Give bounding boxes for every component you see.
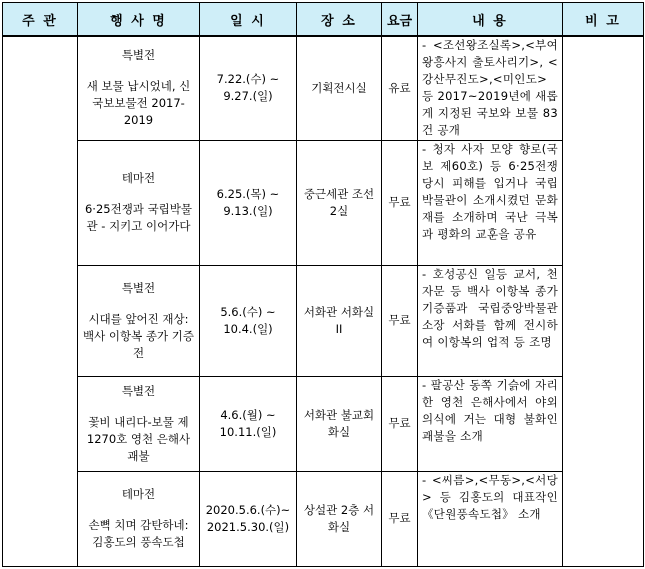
table-row (3, 140, 644, 265)
fee-cell: 무료 (382, 140, 418, 265)
event-name-cell (78, 140, 200, 265)
date-end: 2021.5.30.(일) (206, 519, 290, 534)
table-row (3, 265, 644, 376)
header-organizer: 주 관 (3, 3, 78, 37)
date-start: 6.25.(목) ~ (216, 186, 280, 201)
date-end: 9.13.(일) (223, 203, 273, 218)
event-category: 특별전 (121, 383, 156, 398)
fee-cell: 무료 (382, 265, 418, 376)
event-name-cell (78, 376, 200, 471)
fee-cell: 무료 (382, 471, 418, 566)
header-note: 비 고 (563, 3, 644, 37)
event-category: 특별전 (121, 48, 156, 63)
header-place: 장 소 (297, 3, 382, 37)
place-cell: 중근세관 조선 2실 (297, 140, 382, 265)
content-cell: - 청자 사자 모양 향로(국보 제60호) 등 6·25전쟁 당시 피해를 입거나 국립박물관이 소개시켰던 문화재를 소개하며 국난 극복과 평화의 교훈을 공유 (418, 140, 563, 265)
organizer-cell (3, 36, 78, 566)
date-cell (200, 376, 297, 471)
place-cell: 서화관 서화실 II (297, 265, 382, 376)
place-cell: 서화관 불교회화실 (297, 376, 382, 471)
date-start: 2020.5.6.(수)~ (205, 502, 291, 517)
event-name-cell (78, 36, 200, 140)
table-row (3, 36, 644, 140)
event-title: 시대를 앞어진 재상: 백사 이항복 종가 기증전 (83, 311, 194, 360)
date-start: 5.6.(수) ~ (220, 304, 276, 319)
table-row (3, 471, 644, 566)
event-title: 손뼉 치며 감탄하네: 김홍도의 풍속도첩 (88, 518, 189, 549)
date-start: 7.22.(수) ~ (216, 72, 280, 87)
date-cell (200, 36, 297, 140)
header-date: 일 시 (200, 3, 297, 37)
event-category: 테마전 (121, 171, 156, 185)
place-cell: 상설관 2층 서화실 (297, 471, 382, 566)
event-category: 테마전 (121, 487, 156, 501)
header-fee: 요금 (382, 3, 418, 37)
event-category: 특별전 (121, 280, 156, 295)
date-cell (200, 471, 297, 566)
content-cell: - <씨름>,<무동>,<서당> 등 김홍도의 대표작인 《단원풍속도첩》 소개 (418, 471, 563, 566)
fee-cell: 무료 (382, 376, 418, 471)
content-cell: - <조선왕조실록>,<부여 왕흥사지 출토사리기>, <강산무진도>,<미인도> 등 2017~2019년에 새롭게 지정된 국보와 보물 83건 공개 (418, 36, 563, 140)
date-cell (200, 265, 297, 376)
date-end: 10.4.(일) (223, 321, 273, 336)
date-end: 9.27.(일) (223, 89, 273, 104)
content-cell: - 팔공산 동쪽 기슭에 자리한 영천 은해사에서 야외 의식에 거는 대형 불화인 괘불을 소개 (418, 376, 563, 471)
event-title: 꽃비 내리다-보물 제1270호 영천 은해사 괘불 (86, 414, 191, 463)
event-title: 새 보물 납시었네, 신국보보물전 2017-2019 (86, 79, 191, 128)
date-end: 10.11.(일) (219, 424, 277, 439)
header-row (3, 3, 644, 37)
content-cell: - 호성공신 일등 교서, 천자문 등 백사 이항복 종가 기증품과 국립중앙박물관 소장 서화를 함께 전시하여 이항복의 업적 등 조명 (418, 265, 563, 376)
header-event: 행 사 명 (78, 3, 200, 37)
header-content: 내 용 (418, 3, 563, 37)
exhibition-schedule-table (2, 2, 644, 567)
event-name-cell (78, 265, 200, 376)
event-title: 6·25전쟁과 국립박물관 - 지키고 이어가다 (84, 202, 193, 233)
note-cell (563, 36, 644, 566)
fee-cell: 유료 (382, 36, 418, 140)
date-start: 4.6.(월) ~ (220, 407, 276, 422)
place-cell: 기획전시실 (297, 36, 382, 140)
date-cell (200, 140, 297, 265)
event-name-cell (78, 471, 200, 566)
table-row (3, 376, 644, 471)
